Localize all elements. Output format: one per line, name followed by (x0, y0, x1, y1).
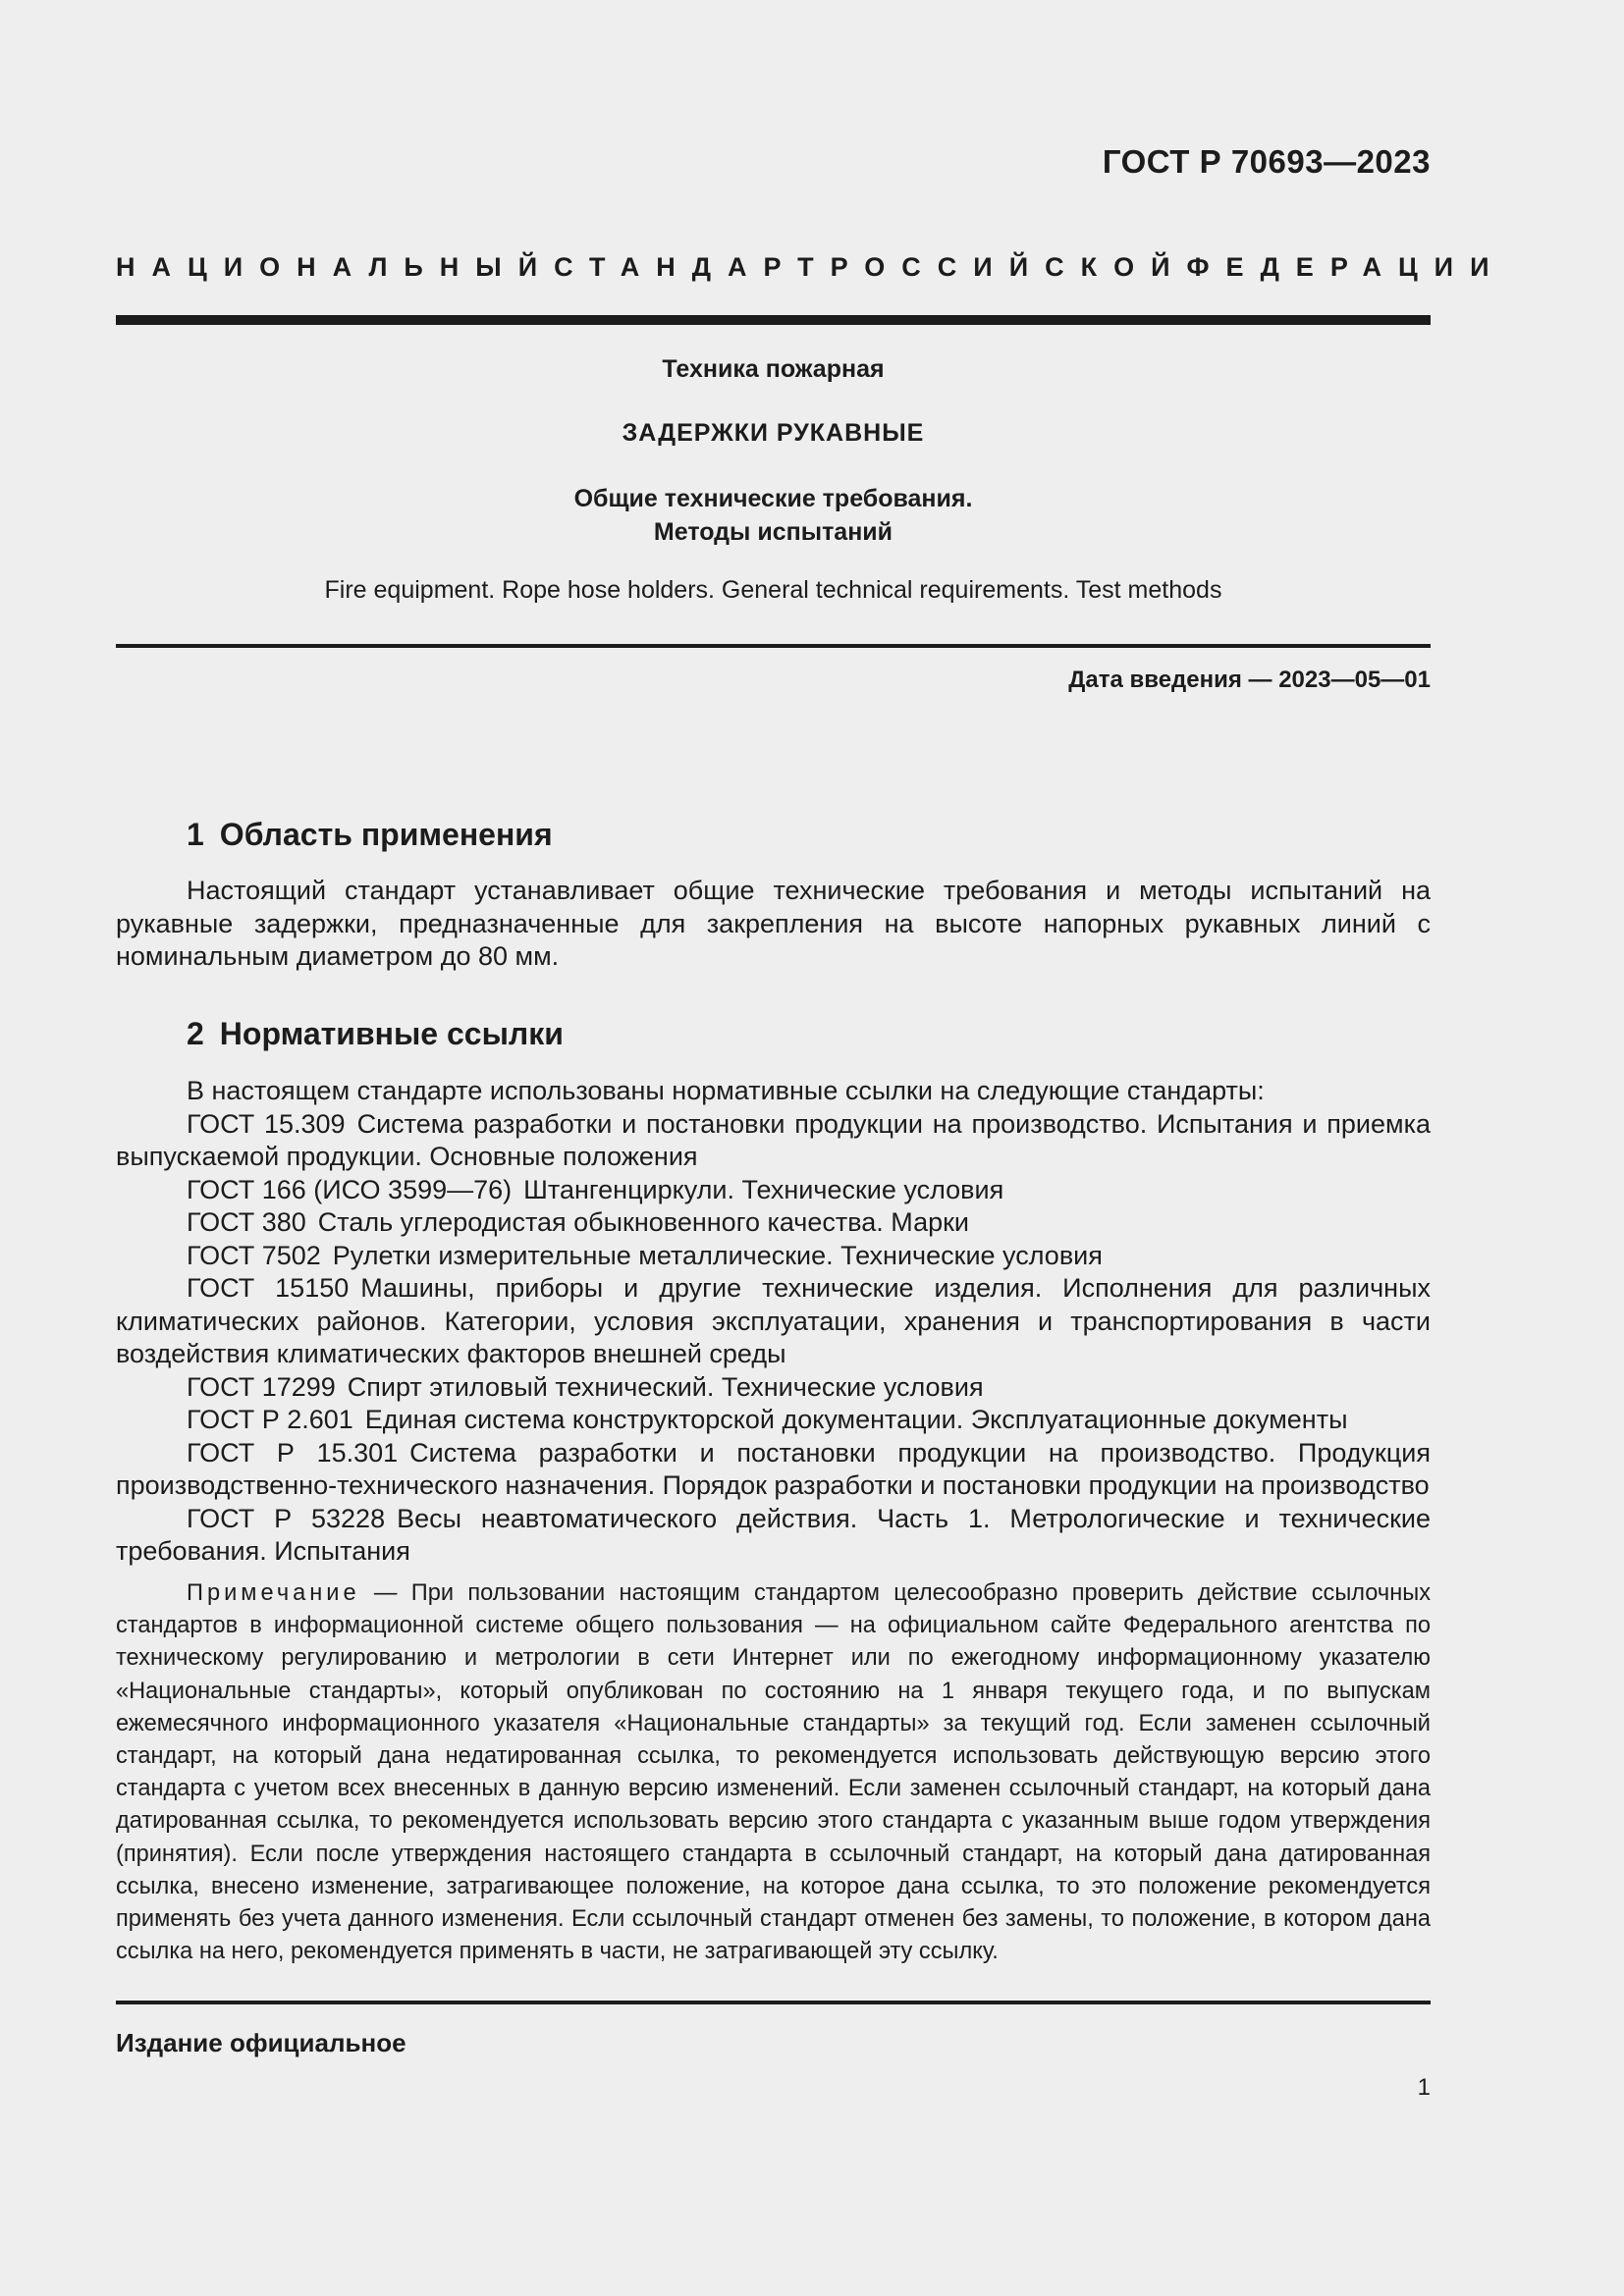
header-divider (116, 315, 1431, 325)
title-main: ЗАДЕРЖКИ РУКАВНЫЕ (622, 419, 925, 447)
banner-word: НАЦИОНАЛЬНЫЙ (116, 252, 555, 282)
reference-item: ГОСТ Р 53228 Весы неавтоматического действия. Часть 1. Метрологические и технические требования. Испытания (116, 1503, 1431, 1566)
reference-item: ГОСТ Р 2.601 Единая система конструкторской документации. Эксплуатационные документы (187, 1405, 1348, 1434)
document-number: ГОСТ Р 70693—2023 (1102, 143, 1431, 180)
references-intro: В настоящем стандарте использованы нормативные ссылки на следующие стандарты: (187, 1076, 1265, 1105)
national-standard-banner (116, 252, 1506, 283)
title-category: Техника пожарная (662, 355, 885, 383)
introduction-date: Дата введения — 2023—05—01 (1068, 667, 1431, 693)
title-english: Fire equipment. Rope hose holders. General technical requirements. Test methods (324, 576, 1222, 604)
reference-item: ГОСТ 380 Сталь углеродистая обыкновенного качества. Марки (187, 1207, 970, 1237)
banner-word: СТАНДАРТ (554, 252, 831, 282)
note-text: — При пользовании настоящим стандартом целесообразно проверить действие ссылочных стандартов в информационной системе общего пользования — на официальном сайте Федерального агентства по техническому регулированию и метрологии в сети Интернет или по ежегодному информационному указателю «Национальные стандарты», который опубликован по состоянию на 1 января текущего года, и по выпускам ежемесячного информационного указателя «Национальные стандарты» за текущий год. Если заменен ссылочный стандарт, на который дана недатированная ссылка, то рекомендуется использовать действующую версию этого стандарта с учетом всех внесенных в данную версию изменений. Если заменен ссылочный стандарт, на который дана датированная ссылка, то рекомендуется использовать версию этого стандарта с указанным выше годом утверждения (принятия). Если после утверждения настоящего стандарта в ссылочный стандарт, на который дана датированная ссылка, внесено изменение, затрагивающее положение, на которое дана ссылка, то это положение рекомендуется применять без учета данного изменения. Если ссылочный стандарт отменен без замены, то положение, в котором дана ссылка на него, рекомендуется применять в части, не затрагивающей эту ссылку. (116, 1580, 1431, 1965)
references-list (116, 1075, 1431, 1569)
banner-word: ФЕДЕРАЦИИ (1186, 252, 1506, 282)
reference-item: ГОСТ 17299 Спирт этиловый технический. Технические условия (187, 1371, 984, 1402)
section-2-heading: 2 Нормативные ссылки (187, 1016, 564, 1051)
banner-word: РОССИЙСКОЙ (830, 252, 1187, 282)
official-edition-label: Издание официальное (116, 2028, 406, 2057)
reference-item: ГОСТ Р 15.301 Система разработки и постановки продукции на производство. Продукция производственно-технического назначения. Порядок разработки и постановки продукции на производство (116, 1437, 1431, 1500)
section-1-text: Настоящий стандарт устанавливает общие технические требования и методы испытаний на рукавные задержки, предназначенные для закрепления на высоте напорных рукавных линий с номинальным диаметром до 80 мм. (116, 876, 1431, 971)
references-note (116, 1577, 1431, 1968)
page-number: 1 (1417, 2074, 1431, 2101)
reference-item: ГОСТ 15150 Машины, приборы и другие технические изделия. Исполнения для различных климатических районов. Категории, условия эксплуатации, хранения и транспортирования в части воздействия климатических факторов внешней среды (116, 1273, 1431, 1368)
section-1-heading: 1 Область применения (187, 817, 553, 852)
note-label: Примечание (187, 1580, 360, 1606)
reference-item: ГОСТ 15.309 Система разработки и постановки продукции на производство. Испытания и приемка выпускаемой продукции. Основные положения (116, 1108, 1431, 1171)
reference-item: ГОСТ 7502 Рулетки измерительные металлические. Технические условия (187, 1240, 1103, 1270)
title-divider (116, 644, 1431, 648)
reference-item: ГОСТ 166 (ИСО 3599—76) Штангенциркули. Технические условия (187, 1174, 1004, 1204)
title-subtitle: Общие технические требования. Методы испытаний (573, 485, 973, 546)
footer-divider (116, 2001, 1431, 2004)
